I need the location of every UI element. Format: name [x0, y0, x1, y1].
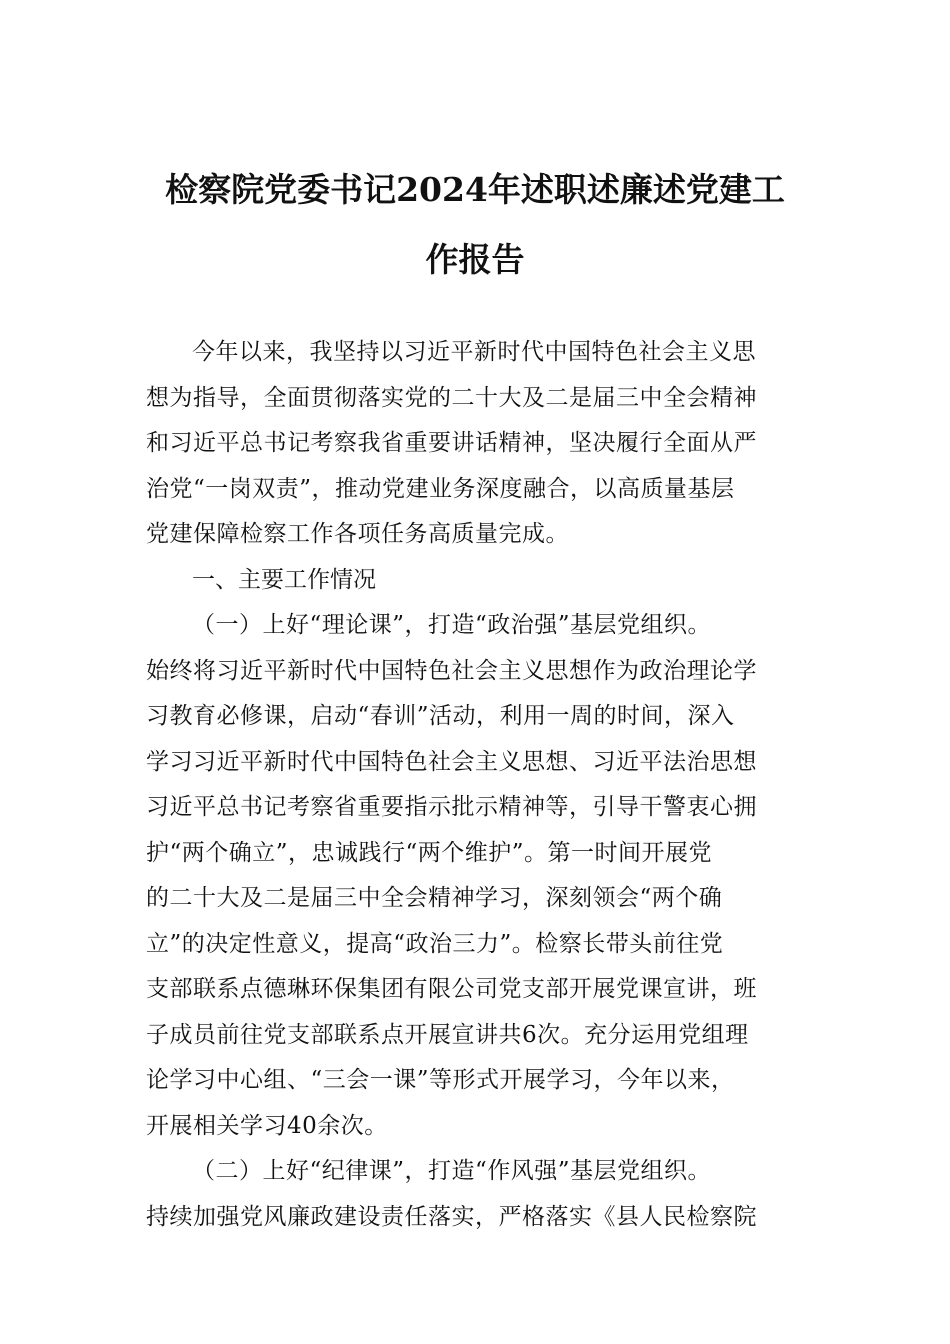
text-line: 今年以来，我坚持以习近平新时代中国特色社会主义思 [192, 339, 756, 365]
title-line-1: 检察院党委书记2024年述职述廉述党建工 [165, 170, 785, 209]
section-heading: 一、主要工作情况 [192, 566, 376, 593]
text-line: 习教育必修课，启动“春训”活动，利用一周的时间，深入 [146, 703, 735, 729]
intro-paragraph [146, 330, 810, 558]
text-line: 党建保障检察工作各项任务高质量完成。 [146, 521, 569, 547]
document-title [120, 155, 830, 295]
section-2-paragraph [146, 1149, 810, 1240]
document-body [146, 330, 810, 1240]
title-line-2: 作报告 [425, 240, 525, 279]
text-line: 持续加强党风廉政建设责任落实，严格落实《县人民检察院 [146, 1203, 757, 1230]
text-line: 论学习中心组、“三会一课”等形式开展学习，今年以来， [146, 1067, 735, 1093]
text-line: 支部联系点德琳环保集团有限公司党支部开展党课宣讲，班 [146, 976, 757, 1002]
subheading-line: （一）上好“理论课”，打造“政治强”基层党组织。 [192, 612, 712, 638]
text-line: 习近平总书记考察省重要指示批示精神等，引导干警衷心拥 [146, 794, 757, 820]
text-line: 立”的决定性意义，提高“政治三力”。检察长带头前往党 [146, 930, 724, 957]
text-line: 学习习近平新时代中国特色社会主义思想、习近平法治思想 [146, 748, 757, 775]
text-line: 护“两个确立”，忠诚践行“两个维护”。第一时间开展党 [146, 839, 713, 866]
text-line: 想为指导，全面贯彻落实党的二十大及二是届三中全会精神 [146, 384, 757, 411]
text-line: 的二十大及二是届三中全会精神学习，深刻领会“两个确 [146, 885, 723, 911]
subheading-line: （二）上好“纪律课”，打造“作风强”基层党组织。 [192, 1158, 712, 1184]
text-line: 和习近平总书记考察我省重要讲话精神，坚决履行全面从严 [146, 430, 757, 456]
text-line: 始终将习近平新时代中国特色社会主义思想作为政治理论学 [146, 657, 757, 684]
text-line: 治党“一岗双责”，推动党建业务深度融合，以高质量基层 [146, 475, 735, 502]
text-line: 子成员前往党支部联系点开展宣讲共6次。充分运用党组理 [146, 1021, 749, 1048]
section-1-paragraph [146, 603, 810, 1149]
text-line: 开展相关学习40余次。 [146, 1112, 388, 1139]
